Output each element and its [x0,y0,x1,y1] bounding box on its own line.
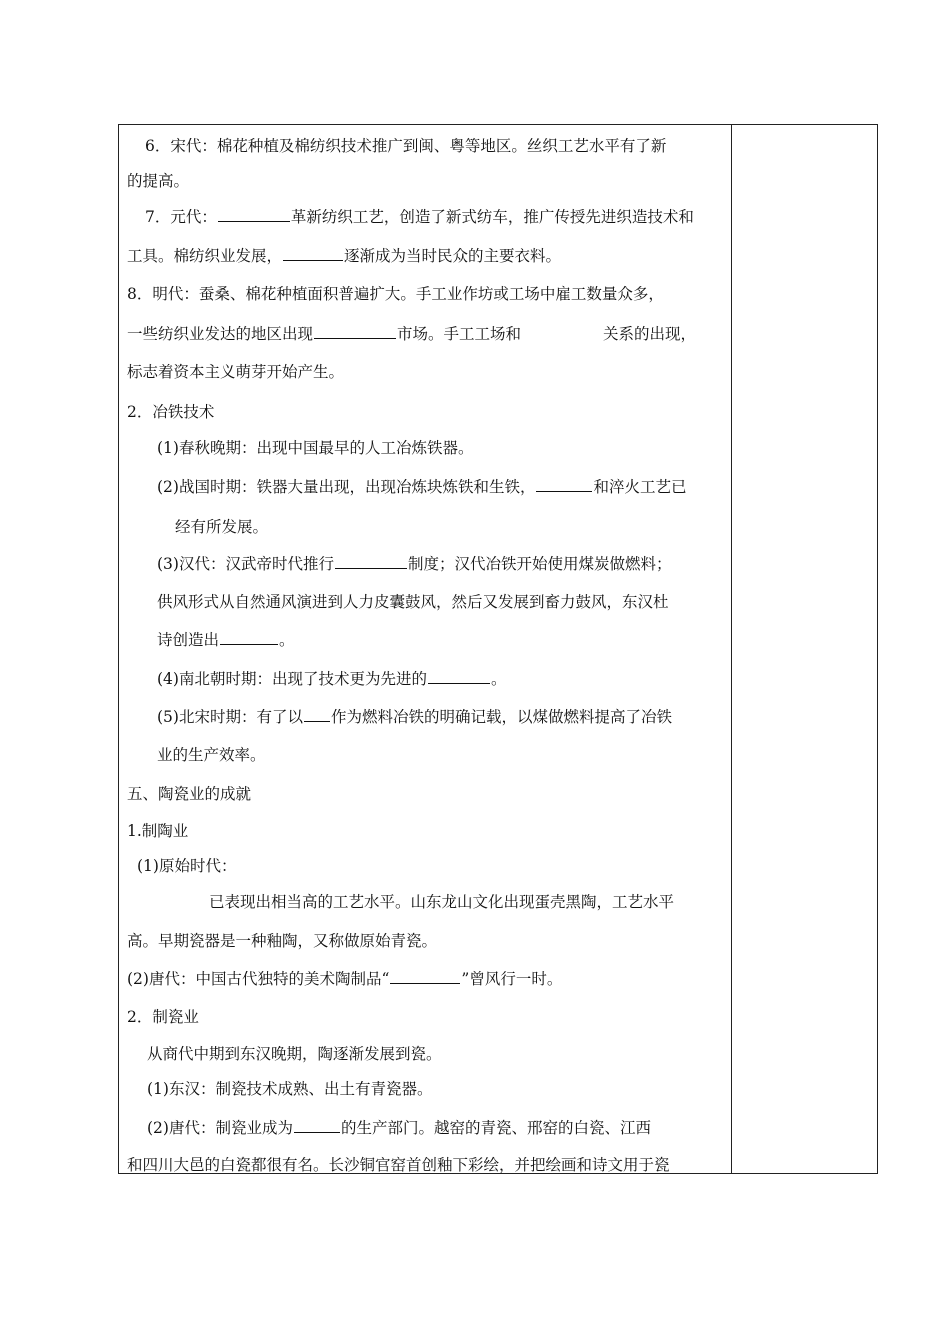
line-text: (2)战国时期：铁器大量出现，出现冶炼块炼铁和生铁， [157,478,536,496]
line-text: 诗创造出 [157,631,220,649]
text-line [145,136,666,156]
line-text: 标志着资本主义萌芽开始产生。 [127,363,345,381]
line-text: 一些纺织业发达的地区出现 [127,325,314,343]
text-line [147,892,674,912]
text-line [157,438,473,458]
line-text: 和四川大邑的白瓷都很有名。长沙铜官窑首创釉下彩绘，并把绘画和诗文用于瓷 [127,1156,670,1174]
text-line [157,476,686,497]
text-line [127,821,188,841]
text-line [147,1044,442,1064]
line-text: (1)东汉：制瓷技术成熟、出土有青瓷器。 [147,1080,433,1098]
line-text: 已表现出相当高的工艺水平。山东龙山文化出现蛋壳黑陶，工艺水平 [209,893,675,911]
text-line [137,856,236,876]
line-text: 供风形式从自然通风演进到人力皮囊鼓风，然后又发展到畜力鼓风，东汉杜 [157,593,669,611]
line-text: 的生产部门。越窑的青瓷、邢窑的白瓷、江西 [340,1119,651,1137]
line-text: 从商代中期到东汉晚期，陶逐渐发展到瓷。 [147,1045,442,1063]
fill-in-blank[interactable] [220,629,278,645]
line-text: 7．元代： [145,208,217,226]
text-line [145,206,694,227]
line-text: 五、陶瓷业的成就 [127,785,252,803]
text-line [157,706,672,727]
text-line [127,1155,670,1175]
fill-in-blank[interactable] [335,553,407,569]
line-text: 的提高。 [127,172,190,190]
line-text: 2．冶铁技术 [127,403,215,421]
text-line [127,402,214,422]
line-text: ”曾风行一时。 [461,970,563,988]
text-line [157,592,669,612]
line-text: (4)南北朝时期：出现了技术更为先进的 [157,670,427,688]
fill-in-blank[interactable] [148,892,208,907]
text-line [157,668,506,689]
fill-in-blank[interactable] [536,476,592,492]
line-text: 革新纺织工艺，创造了新式纺车，推广传授先进织造技术和 [290,208,694,226]
text-line [147,1117,651,1138]
text-line [157,745,266,765]
fill-in-blank[interactable] [428,668,490,684]
text-line [127,931,437,951]
content-cell [119,125,731,1173]
line-text: (2)唐代：制瓷业成为 [147,1119,293,1137]
text-line [147,1079,432,1099]
line-text: 关系的出现， [603,325,697,343]
line-text: 。 [279,631,295,649]
line-text: (5)北宋时期：有了以 [157,708,303,726]
text-line [157,629,295,650]
line-text: 高。早期瓷器是一种釉陶，又称做原始青瓷。 [127,932,438,950]
fill-in-blank[interactable] [218,206,290,222]
text-line [127,171,189,191]
fill-in-blank[interactable] [294,1117,340,1133]
line-text: 逐渐成为当时民众的主要衣料。 [344,247,562,265]
line-text: 制度；汉代冶铁开始使用煤炭做燃料； [407,555,672,573]
text-line [127,245,561,266]
line-text: 工具。棉纺织业发展， [127,247,283,265]
fill-in-blank[interactable] [390,968,460,984]
text-line [157,553,671,574]
line-text: 。 [490,670,507,688]
line-text: (1)原始时代： [137,857,237,875]
line-text: 市场。手工工场和 [397,325,522,343]
line-text: 和淬火工艺已 [593,478,687,496]
fill-in-blank[interactable] [522,324,602,339]
fill-in-blank[interactable] [304,706,330,722]
line-text: 2．制瓷业 [127,1008,199,1026]
line-text: (1)春秋晚期：出现中国最早的人工冶炼铁器。 [157,439,474,457]
line-text: 6．宋代：棉花种植及棉纺织技术推广到闽、粤等地区。丝织工艺水平有了新 [145,137,667,155]
text-line [127,284,664,304]
text-line [127,784,251,804]
fill-in-blank[interactable] [314,323,396,339]
line-text: 作为燃料冶铁的明确记载，以煤做燃料提高了冶铁 [330,708,672,726]
worksheet-table [118,124,878,1174]
line-text: (3)汉代：汉武帝时代推行 [157,555,334,573]
line-text: (2)唐代：中国古代独特的美术陶制品“ [127,970,390,988]
line-text: 经有所发展。 [175,518,269,536]
text-line [175,517,268,537]
line-text: 业的生产效率。 [157,746,266,764]
line-text: 1.制陶业 [127,822,189,840]
line-text: 8．明代：蚕桑、棉花种植面积普遍扩大。手工业作坊或工场中雇工数量众多， [127,285,664,303]
fill-in-blank[interactable] [283,245,343,261]
text-line [127,1007,199,1027]
text-line [127,323,696,344]
text-line [127,362,344,382]
text-line [127,968,562,989]
notes-column-divider [731,125,732,1173]
